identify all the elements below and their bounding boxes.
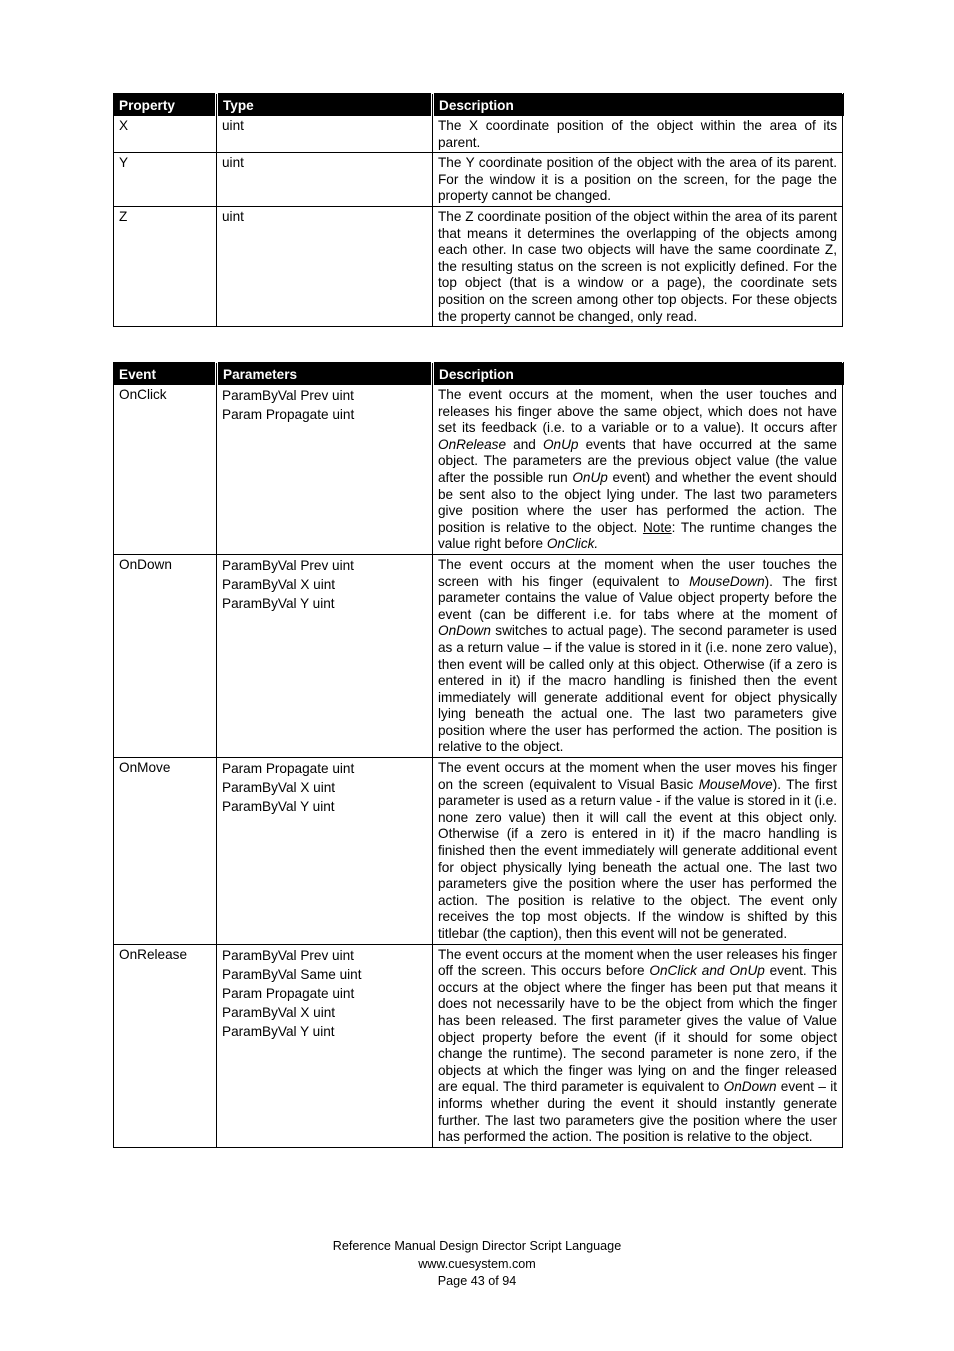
description-text: OnClick and OnUp <box>649 963 765 979</box>
parameter-item: ParamByVal Y uint <box>222 799 335 815</box>
description-text: OnRelease <box>438 436 507 452</box>
description-text: events that have occurred at the same object. The parameters are the previous object value (the value after the possible run <box>438 436 837 485</box>
parameter-item: ParamByVal Prev uint <box>222 947 354 963</box>
description-text: switches to actual page). The second parameter is used as a return value – if the value is stored in it (i.e. none zero value), then event will be called only at this object. Otherwise (if a zero is entered in it) if the macro handling is finished then the event immediately will generate additional event for object physically lying beneath the actual one. The last two parameters give position where the user has performed the action. The position is relative to the object. <box>438 623 837 755</box>
header-property: Property <box>114 94 217 116</box>
event-description <box>433 944 843 1147</box>
table-row <box>114 554 843 757</box>
parameter-item: Param Propagate uint <box>222 407 355 422</box>
page-footer <box>0 1238 954 1291</box>
property-type: uint <box>217 153 433 207</box>
description-text: OnDown <box>438 623 491 639</box>
description-text: and <box>506 436 543 452</box>
table-row <box>114 116 843 153</box>
property-description: The Z coordinate position of the object within the area of its parent that means it determines the overlapping of the objects among each other. In case two objects will have the same coordinate Z, the resulting status on the screen is not explicitly defined. For the top object (that is a window or a page), the coordinate sets position on the screen among other top objects. For these objects the property cannot be changed, only read. <box>433 206 843 326</box>
property-name: X <box>114 116 217 153</box>
description-text: OnClick. <box>546 536 599 552</box>
event-name: OnMove <box>114 758 217 945</box>
event-description <box>433 554 843 757</box>
table-row <box>114 944 843 1147</box>
header-type: Type <box>217 94 433 116</box>
table-row <box>114 153 843 207</box>
property-type: uint <box>217 116 433 153</box>
parameter-item: Param Propagate uint <box>222 761 355 777</box>
description-text: MouseMove <box>698 776 773 792</box>
description-text: The event occurs at the moment, when the user touches and releases his finger above the same object, which does not have set its feedback (i.e. to a variable or to a value). It occurs after <box>438 387 837 436</box>
description-text: The event occurs at the moment when the user touches the screen with his finger (equivalent to <box>438 556 837 589</box>
footer-title: Reference Manual Design Director Script Language <box>332 1239 622 1253</box>
header-description: Description <box>433 94 843 116</box>
parameter-item: ParamByVal X uint <box>222 576 336 592</box>
table-row <box>114 206 843 326</box>
description-text: The event occurs at the moment when the user releases his finger off the screen. This occurs before <box>438 946 837 979</box>
property-type: uint <box>217 206 433 326</box>
description-text: Note <box>642 519 672 535</box>
event-name: OnDown <box>114 554 217 757</box>
description-text: OnUp <box>542 436 579 452</box>
description-text: The event occurs at the moment when the user moves his finger on the screen (equivalent to Visual Basic <box>438 760 837 792</box>
header-event: Event <box>114 363 217 385</box>
property-description: The X coordinate position of the object within the area of its parent. <box>433 116 843 153</box>
event-parameters <box>217 758 433 945</box>
property-table <box>113 93 844 327</box>
property-table-header <box>114 94 843 116</box>
event-name: OnClick <box>114 385 217 555</box>
property-description: The Y coordinate position of the object with the area of its parent. For the window it is a position on the screen, for the page the property cannot be changed. <box>433 153 843 207</box>
event-description <box>433 385 843 555</box>
event-parameters <box>217 944 433 1147</box>
parameter-item: Param Propagate uint <box>222 985 355 1001</box>
header-parameters: Parameters <box>217 363 433 385</box>
event-table-body <box>114 385 843 1148</box>
parameter-item: ParamByVal Y uint <box>222 1023 335 1039</box>
event-table-header <box>114 363 843 385</box>
description-text: event) and whether the event should be sent also to the object lying under. The last two parameters give position where the user has performed the action. The position is relative to the object. <box>438 469 837 535</box>
event-description <box>433 758 843 945</box>
parameter-item: ParamByVal X uint <box>222 780 336 796</box>
property-name: Z <box>114 206 217 326</box>
description-text: : The runtime changes the value right before <box>438 519 837 552</box>
description-text: event – it informs whether during the event it should instantly generate further. The last two parameters give the position where the user has performed the action. The position is relative to the object. <box>438 1079 837 1145</box>
footer-website: www.cuesystem.com <box>418 1256 536 1271</box>
parameter-item: ParamByVal Prev uint <box>222 557 354 573</box>
description-text: ). The first parameter is used as a return value - if the value is stored in it (i.e. none zero value) then it will call the event at this object only. Otherwise (if a zero is entered in it) if the macro handling is finished then the event immediately will generate additional event for object physically lying beneath the actual one. The last two parameters give the position where the user has performed the action. The position is relative to the object. The event only receives the top most objects. If the window is shifted by this titlebar (the caption), then this event will not be generated. <box>438 776 837 941</box>
header-description: Description <box>433 363 843 385</box>
page-number: Page 43 of 94 <box>437 1274 517 1288</box>
parameter-item: ParamByVal Y uint <box>222 595 335 611</box>
description-text: ). The first parameter contains the value of Value object property before the event (can be different i.e. for tabs where at the moment of <box>438 573 837 622</box>
description-text: OnDown <box>723 1079 777 1095</box>
description-text: event. This occurs at the object where the finger has been put that means it does not necessarily have to be the object from which the finger has been released. The first parameter gives the value of Value object property before the event (if it should for some object change the runtime). The second parameter is none zero, if the objects at which the finger was lying on and the finger released are equal. The third parameter is equivalent to <box>438 963 837 1095</box>
table-row <box>114 385 843 555</box>
table-row <box>114 758 843 945</box>
event-table <box>113 362 844 1148</box>
parameter-item: ParamByVal X uint <box>222 1004 336 1020</box>
description-text: OnUp <box>572 469 608 485</box>
event-parameters <box>217 554 433 757</box>
parameter-item: ParamByVal Prev uint <box>222 388 354 403</box>
property-name: Y <box>114 153 217 207</box>
event-name: OnRelease <box>114 944 217 1147</box>
event-parameters <box>217 385 433 555</box>
description-text: MouseDown <box>689 573 765 589</box>
parameter-item: ParamByVal Same uint <box>222 966 362 982</box>
